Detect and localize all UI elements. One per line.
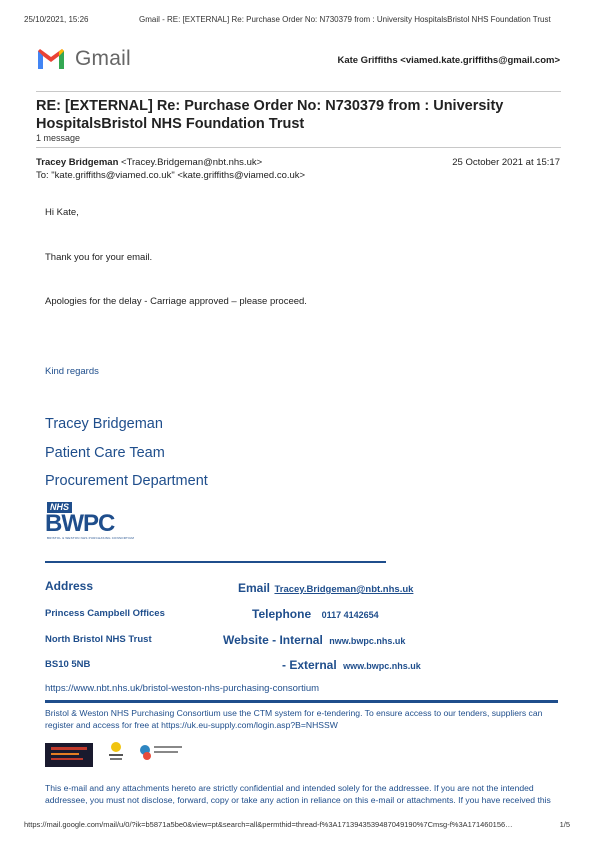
email-date: 25 October 2021 at 15:17 [452, 157, 560, 168]
website-external-row [282, 656, 421, 674]
print-page-number: 1/5 [559, 820, 570, 829]
body-line-2: Apologies for the delay - Carriage approved – please proceed. [45, 296, 307, 307]
bwpc-logo [45, 502, 135, 542]
print-footer-url: https://mail.google.com/mail/u/0/?ik=b5871a5be0&view=pt&search=all&permthid=thread-f%3A1713943539487049190%7Cmsg-f%3A171460156… [24, 820, 513, 829]
recipient-line: To: "kate.griffiths@viamed.co.uk" <kate.griffiths@viamed.co.uk> [36, 170, 306, 181]
ctm-notice: Bristol & Weston NHS Purchasing Consortium use the CTM system for e-tendering. To ensure access to our tenders, suppliers can register and access for free at https://uk.eu-supply.com/login.asp?B=NHSSW [45, 708, 543, 730]
sender-line [36, 157, 262, 168]
account-email: Kate Griffiths <viamed.kate.griffiths@gmail.com> [337, 55, 560, 66]
consortium-link[interactable]: https://www.nbt.nhs.uk/bristol-weston-nhs-purchasing-consortium [45, 683, 320, 694]
award-badge [45, 743, 93, 767]
signature-name: Tracey Bridgeman [45, 416, 163, 432]
signature-team: Patient Care Team [45, 445, 165, 461]
print-datetime: 25/10/2021, 15:26 [24, 15, 89, 24]
subject-divider [36, 147, 561, 148]
address-line-1: Princess Campbell Offices [45, 608, 165, 619]
website-internal-row [223, 631, 405, 649]
body-line-1: Thank you for your email. [45, 252, 153, 263]
address-line-3: BS10 5NB [45, 659, 91, 670]
signature-email-link[interactable]: Tracey.Bridgeman@nbt.nhs.uk [274, 584, 414, 595]
website-external-link[interactable]: www.bwpc.nhs.uk [343, 661, 421, 671]
header-divider [36, 91, 561, 92]
website-internal-link[interactable]: nww.bwpc.nhs.uk [329, 636, 406, 646]
sender-email: <Tracey.Bridgeman@nbt.nhs.uk> [121, 157, 263, 168]
email-row [238, 579, 413, 597]
email-label: Email [238, 581, 271, 595]
greeting: Hi Kate, [45, 207, 79, 218]
procurement-badge [140, 743, 186, 765]
telephone-label: Telephone [252, 607, 312, 621]
website-external-label: - External [282, 658, 337, 672]
message-count: 1 message [36, 133, 81, 143]
telephone-value: 0117 4142654 [321, 610, 379, 620]
gmail-wordmark: Gmail [75, 47, 131, 70]
bwpc-logo-subtitle: BRISTOL & WESTON NHS PURCHASING CONSORTIUM [47, 536, 135, 540]
closing: Kind regards [45, 366, 99, 377]
signature-department: Procurement Department [45, 473, 208, 489]
notice-divider [45, 700, 558, 703]
address-label: Address [45, 579, 94, 593]
website-internal-label: Website - Internal [223, 633, 323, 647]
confidentiality-notice: This e-mail and any attachments hereto are strictly confidential and intended solely for the addressee. If you are not the intended addressee, you must not disclose, forward, copy or take any action in reliance on this e-mail or attachments. If you have received this [45, 783, 551, 805]
print-title: Gmail - RE: [EXTERNAL] Re: Purchase Order No: N730379 from : University HospitalsBristol NHS Foundation Trust [139, 15, 551, 24]
bwpc-logo-text: BWPC [45, 510, 115, 537]
gmail-logo-icon [36, 47, 66, 71]
nhs-logo-badge: NHS [47, 502, 72, 513]
email-subject: RE: [EXTERNAL] Re: Purchase Order No: N730379 from : University HospitalsBristol NHS Foundation Trust [36, 98, 504, 132]
accreditation-badge [107, 742, 125, 768]
address-line-2: North Bristol NHS Trust [45, 634, 152, 645]
sender-name[interactable]: Tracey Bridgeman [36, 157, 119, 168]
telephone-row [252, 605, 379, 623]
signature-divider [45, 561, 386, 563]
